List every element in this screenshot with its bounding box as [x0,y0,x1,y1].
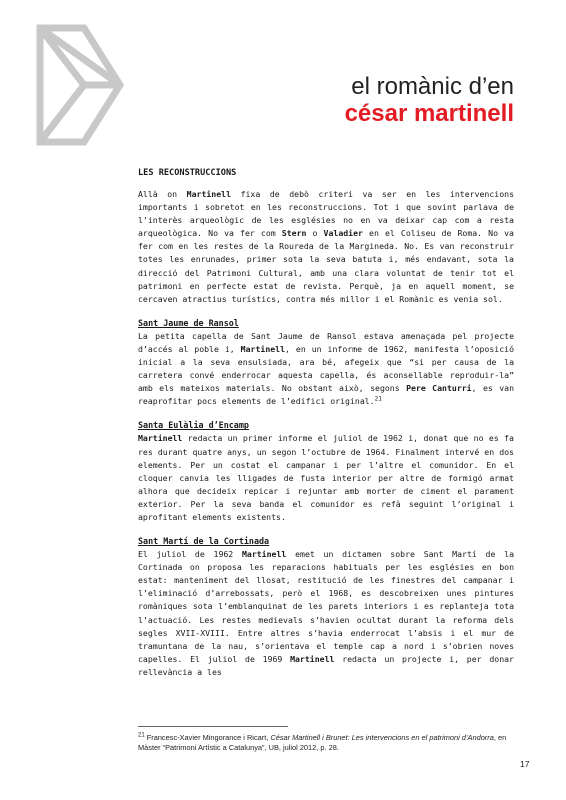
text-run: Allà on [138,189,187,199]
text-run: , es van reaprofitar pocs elements de l’edifici original. [138,383,514,407]
footnote [138,733,518,753]
logo-emblem [34,22,126,148]
text-run: , en un informe de 1962, manifesta l’oposició inicial a la seva ensulsiada, ara bé, afegeix que “si per causa de la carretera convé enderrocar aquesta capella, és aconsellable reproduir-la” amb els mateixos materials. No obstant això, segons [138,343,514,394]
footnote-prefix: Francesc-Xavier Mingorance i Ricart, [144,733,271,742]
text-run: La petita capella de Sant Jaume de Ransol estava amenaçada pel projecte d’accés al poble i, [138,330,514,354]
bold-name: Martinell [240,343,286,354]
text-run: en el Coliseu de Roma. No va fer com en les restes de la Roureda de la Margineda. No. Es van reconstruir totes les enrunades, primer sota la seva batuta i, més endavant, sota la direcció del Patrimoni Cultural, amb una clara voluntat de tenir tot el patrimoni en perfecte estat de revista. Perquè, ja en aquell moment, se cercaven atractius turístics, contra més millor i el Romànic es venia sol. [138,228,514,304]
bold-name: Martinell [186,189,232,199]
subsection-body [138,432,514,524]
section-heading: LES RECONSTRUCCIONS [138,168,237,178]
subsection-title: Santa Eulàlia d’Encamp [138,420,249,431]
bold-name: Stern [281,228,307,239]
subsection-title: Sant Martí de la Cortinada [138,536,270,547]
document-title [345,74,514,128]
text-run: redacta un primer informe el juliol de 1962 i, donat que no es fa res durant quatre anys, un segon l’octubre de 1964. Finalment intervé en dos elements. Per un costat el campanar i per l’altre el comunidor. En el cloquer canvia les lligades de fusta interior per altre de formigó armat alhora que decideix repicar i rejuntar amb morter de ciment el parament exterior. Per la seva banda el comunidor es refà seguint l’original i aprofitant elements existents. [138,433,514,522]
text-run: o [306,228,324,239]
footnote-number: 21 [138,732,145,739]
bold-name: Pere Canturri [406,383,472,394]
bold-name: Martinell [241,549,287,560]
page-number: 17 [520,759,530,769]
text-run: El juliol de 1962 [138,549,242,560]
text-run: fixa de debò criteri va ser en les intervencions importants i sobretot en les reconstruccions. Tot i que sovint parlava de l’interès arqueològic de les esglésies no en va deixar cap com a resta arqueològica. No va fer com [138,189,514,239]
intro-paragraph [138,188,514,306]
footnote-title: César Martinell i Brunet: Les intervencions en el patrimoni d’Andorra [270,733,494,742]
footnote-suffix: , en Màster “Patrimoni Artístic a Catalunya”, UB, juliol 2012, p. 28. [138,733,507,752]
bold-name: Martinell [138,433,183,444]
text-run: emet un dictamen sobre Sant Martí de la Cortinada on proposa les reparacions habituals per les esglésies en bon estat: manteniment del llosat, restitució de les finestres del campanar i l’eliminació d’arrebossats, però el 1968, es descobreixen unes pintures romàniques sota l’emblanquinat de les parets interiors i es replanteja tota l’actuació. Les restes medievals s’havien ocultat durant la reforma dels segles XVII-XVIII. Entre altres s’havia enderrocat l’absis i el mur de tramuntana de la nau, s’orientava el temple cap a nord i s’obrien noves capelles. El juliol de 1969 [138,549,514,664]
title-line-1: el romànic d’en [351,73,514,100]
footnote-ref: 21 [374,395,382,403]
main-content [138,168,514,679]
title-line-2: césar martinell [344,100,514,127]
bold-name: Martinell [290,653,335,664]
subsection-body [138,330,514,409]
subsection-title: Sant Jaume de Ransol [138,317,239,328]
footnote-separator [138,726,288,727]
text-run: redacta un projecte i, per donar rellevància a les [138,653,514,677]
subsection-body [138,548,514,679]
bold-name: Valadier [323,228,363,239]
